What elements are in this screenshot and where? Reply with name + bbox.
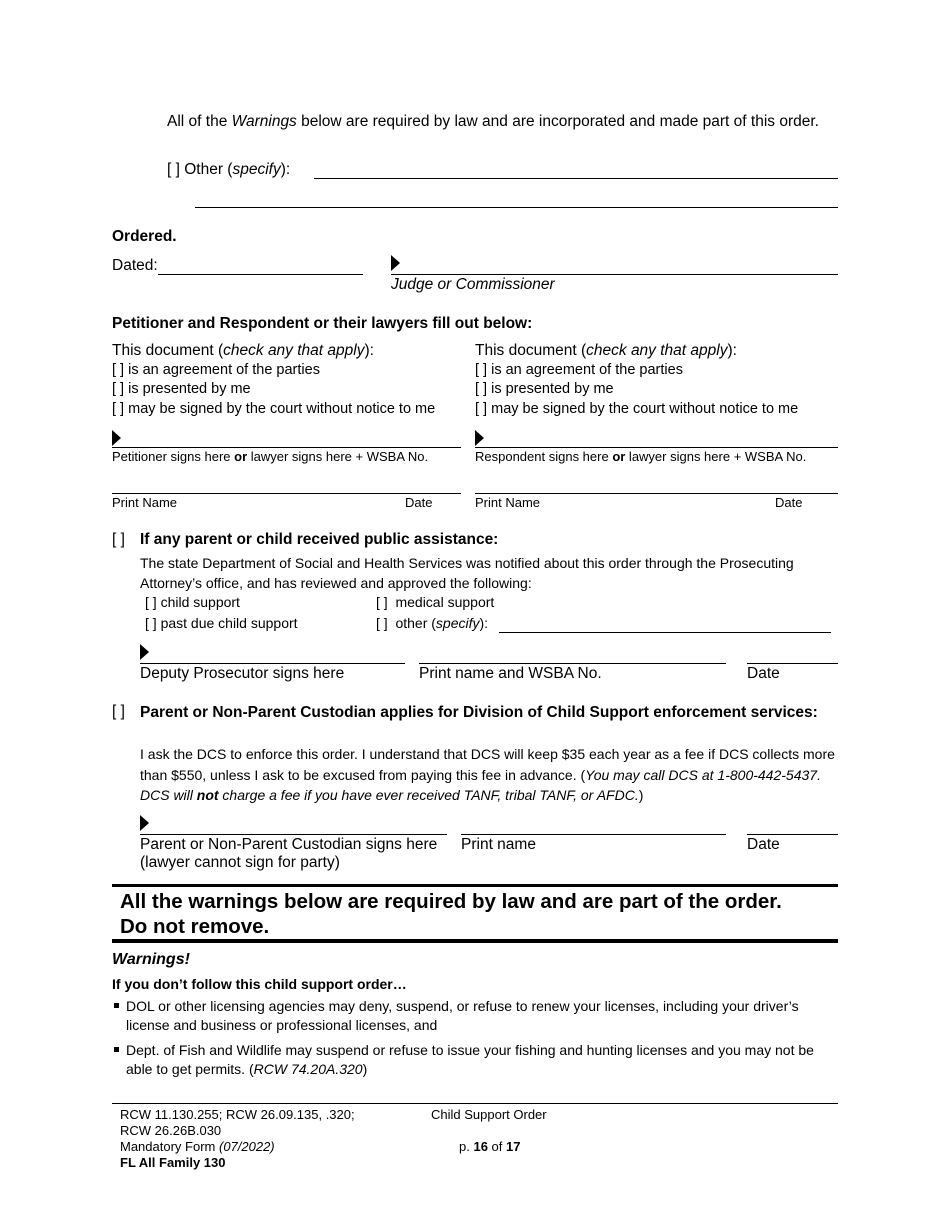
other-specify-line[interactable] [314,178,838,179]
deputy-date-label: Date [747,665,780,682]
custodian-date-label: Date [747,836,780,853]
other-specify-line-2[interactable] [195,207,838,208]
petitioner-print-line[interactable] [112,493,461,494]
respondent-sign-label: Respondent signs here or lawyer signs here + WSBA No. [475,449,807,464]
dcs-body: I ask the DCS to enforce this order. I understand that DCS will keep $35 each year as a fee if DCS collects more than $550, unless I ask to be excused from paying this fee in advance. (You may call DCS at 1-800-442-5437. DCS will not charge a fee if you have ever received TANF, tribal TANF, or AFDC.) [140,746,835,803]
warnings-intro: All of the Warnings below are required by law and are incorporated and made part of this order. [167,113,819,130]
assistance-heading: If any parent or child received public assistance: [140,531,499,548]
judge-label: Judge or Commissioner [391,276,555,293]
deputy-print-line[interactable] [419,663,726,664]
petitioner-print-name-label: Print Name [112,495,178,510]
respondent-signature-line[interactable] [475,447,838,448]
dated-line[interactable] [158,274,363,275]
page-number: p. 16 of 17 [459,1139,521,1154]
warning-bullet-dol: DOL or other licensing agencies may deny, suspend, or refuse to renew your licenses, including your driver’s license and business or professional licenses, and [126,997,838,1035]
warnings-subtitle: If you don’t follow this child support order… [112,976,407,992]
assistance-checkbox[interactable]: [ ] [112,531,125,548]
past-due-option[interactable]: [ ] past due child support [145,615,298,631]
sign-arrow-icon [112,430,121,446]
petitioner-option-no-notice[interactable]: [ ] may be signed by the court without notice to me [112,400,436,417]
deputy-signature-line[interactable] [140,663,405,664]
child-support-option[interactable]: [ ] child support [145,594,240,610]
sign-arrow-icon [140,815,149,831]
petitioner-option-agreement[interactable]: [ ] is an agreement of the parties [112,361,320,378]
petitioner-option-presented[interactable]: [ ] is presented by me [112,381,251,397]
respondent-option-agreement[interactable]: [ ] is an agreement of the parties [475,361,683,378]
warning-bullet-fish-wildlife: Dept. of Fish and Wildlife may suspend or refuse to issue your fishing and hunting licenses and you may not be able to get permits. (RCW 74.20A.320) [126,1041,838,1079]
ordered-heading: Ordered. [112,228,177,245]
assistance-body: The state Department of Social and Health Services was notified about this order through the Prosecuting Attorney’s office, and has reviewed and approved the following: [140,555,794,591]
respondent-options: This document (check any that apply): [ ] is an agreement of the parties [ ] is presented by me [ ] may be signed by the court without notice to me [475,341,798,419]
custodian-print-line[interactable] [461,834,726,835]
warnings-title: Warnings! [112,951,190,968]
custodian-sign-label: Parent or Non-Parent Custodian signs here (lawyer cannot sign for party) [140,836,438,871]
warnings-banner: All the warnings below are required by law and are part of the order. Do not remove. [120,890,782,938]
deputy-sign-label: Deputy Prosecutor signs here [140,665,345,682]
sign-arrow-icon [391,255,400,271]
footer-doc-title: Child Support Order [431,1107,547,1122]
dcs-heading: Parent or Non-Parent Custodian applies for Division of Child Support enforcement services: [140,704,818,721]
respondent-option-no-notice[interactable]: [ ] may be signed by the court without notice to me [475,400,799,417]
custodian-signature-line[interactable] [140,834,447,835]
banner-top-rule [112,884,838,887]
deputy-date-line[interactable] [747,663,838,664]
other-assistance-line[interactable] [499,632,831,633]
petitioner-sign-label: Petitioner signs here or lawyer signs here + WSBA No. [112,449,429,464]
respondent-option-presented[interactable]: [ ] is presented by me [475,381,614,397]
other-assistance-option[interactable]: [ ] other (specify): [376,615,489,631]
respondent-print-name-label: Print Name [475,495,541,510]
medical-support-option[interactable]: [ ] medical support [376,594,495,610]
dated-label: Dated: [112,257,158,274]
respondent-date-label: Date [775,495,803,510]
judge-signature-line[interactable] [391,274,838,275]
footer-rule [112,1103,838,1104]
respondent-print-line[interactable] [475,493,838,494]
sign-arrow-icon [475,430,484,446]
banner-bottom-rule [112,939,838,943]
deputy-print-label: Print name and WSBA No. [419,665,602,682]
custodian-date-line[interactable] [747,834,838,835]
petitioner-signature-line[interactable] [112,447,461,448]
parties-heading: Petitioner and Respondent or their lawyers fill out below: [112,315,533,332]
footer-left: RCW 11.130.255; RCW 26.09.135, .320; RCW 26.26B.030 Mandatory Form (07/2022) FL All Family 130 [120,1107,355,1170]
custodian-print-label: Print name [461,836,536,853]
dcs-checkbox[interactable]: [ ] [112,703,125,720]
petitioner-date-label: Date [405,495,433,510]
sign-arrow-icon [140,644,149,660]
petitioner-options: This document (check any that apply): [ ] is an agreement of the parties [ ] is presented by me [ ] may be signed by the court without notice to me [112,341,435,419]
other-specify-option[interactable]: [ ] Other (specify): [167,161,291,178]
